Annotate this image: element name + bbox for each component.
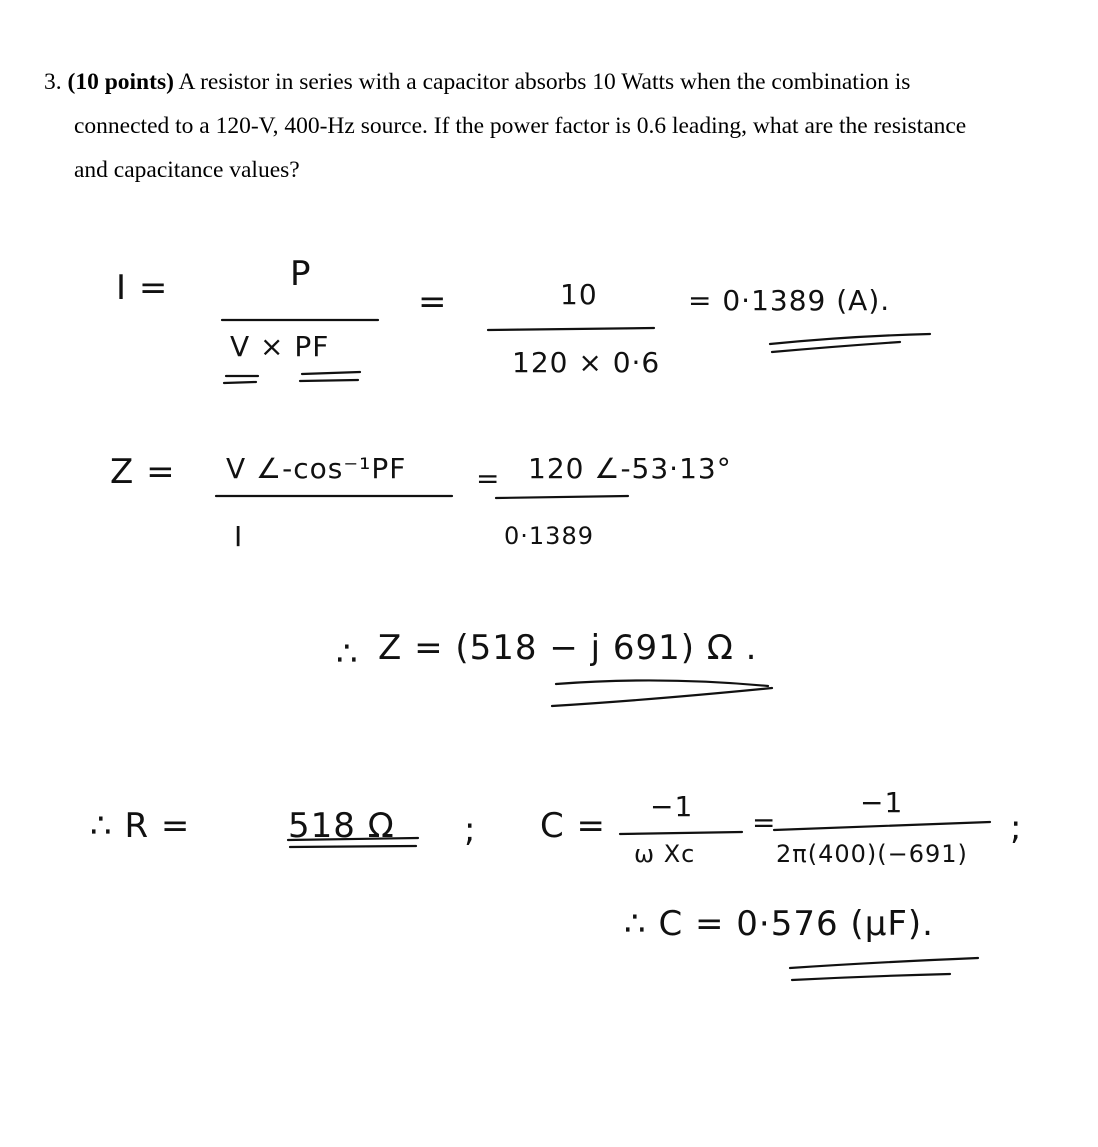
fraction-bar-capacitance-sub — [774, 822, 990, 830]
underline-impedance-rect — [556, 680, 768, 686]
fraction-bar-current-sub — [488, 328, 654, 330]
underline-v-2 — [224, 382, 256, 383]
problem-line-3: and capacitance values? — [74, 157, 300, 183]
underline-pf-2 — [300, 380, 358, 381]
result-separator: ; — [464, 810, 477, 850]
underline-capacitance-final-2 — [792, 974, 950, 980]
problem-points: (10 points) — [67, 69, 174, 95]
current-sub-numerator: 10 — [560, 278, 598, 311]
impedance-sub-denominator: 0·1389 — [504, 522, 594, 550]
current-sub-denominator: 120 × 0·6 — [512, 346, 661, 379]
capacitance-equals: = — [752, 806, 777, 839]
impedance-formula-numerator: V ∠-cos⁻¹PF — [226, 452, 407, 485]
problem-line-2: connected to a 120-V, 400-Hz source. If the power factor is 0.6 leading, what are the resistance — [74, 113, 967, 139]
impedance-rectangular: Z = (518 − j 691) Ω . — [378, 628, 758, 668]
resistance-lhs: ∴ R = — [90, 806, 191, 846]
current-lhs: I = — [116, 268, 169, 308]
problem-statement — [44, 60, 1054, 192]
capacitance-sub-denominator: 2π(400)(−691) — [776, 840, 968, 868]
therefore-symbol: ∴ — [336, 634, 359, 674]
result-end-separator: ; — [1010, 808, 1023, 848]
problem-number: 3. — [44, 69, 62, 95]
current-formula-numerator: P — [290, 254, 312, 294]
current-equals: = — [418, 282, 448, 322]
capacitance-formula-denominator: ω Xc — [634, 840, 696, 868]
impedance-formula-denominator: I — [234, 520, 244, 553]
impedance-equals: = — [476, 462, 501, 495]
impedance-sub-numerator: 120 ∠-53·13° — [528, 452, 732, 485]
capacitance-sub-numerator: −1 — [860, 786, 904, 819]
underline-impedance-rect-2 — [552, 688, 772, 706]
capacitance-formula-numerator: −1 — [650, 790, 694, 823]
resistance-value: 518 Ω — [288, 806, 395, 846]
underline-capacitance-final — [790, 958, 978, 968]
current-result: = 0·1389 (A). — [688, 284, 891, 317]
underline-current-result-2 — [772, 342, 900, 352]
problem-line-1 — [44, 60, 1054, 104]
underline-resistance-2 — [290, 846, 416, 847]
problem-text-1: A resistor in series with a capacitor absorbs 10 Watts when the combination is — [178, 69, 911, 95]
impedance-lhs: Z = — [110, 452, 176, 492]
capacitance-final: ∴ C = 0·576 (μF). — [624, 904, 934, 944]
fraction-bar-impedance-sub — [496, 496, 628, 498]
fraction-bar-capacitance-formula — [620, 832, 742, 834]
capacitance-lhs: C = — [540, 806, 607, 846]
current-formula-denominator: V × PF — [230, 330, 330, 363]
underline-pf — [302, 372, 360, 374]
underline-current-result — [770, 334, 930, 344]
